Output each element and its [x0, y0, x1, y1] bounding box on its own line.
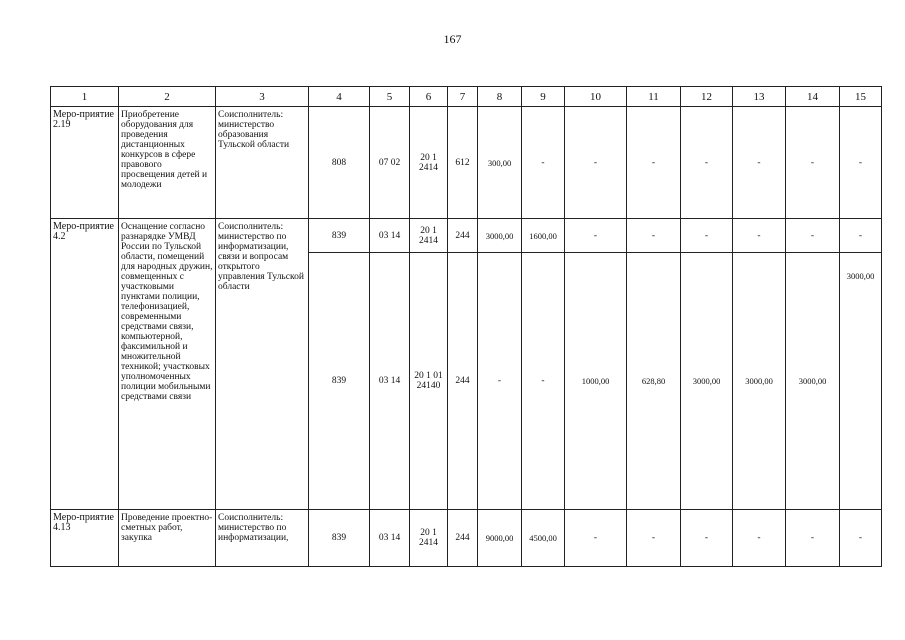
header-cell: 4 — [309, 87, 370, 107]
header-cell: 3 — [216, 87, 309, 107]
measure-id: Меро-приятие 4.13 — [51, 510, 119, 567]
cell: 20 1 01 24140 — [410, 253, 448, 510]
cell: 839 — [309, 510, 370, 567]
header-cell: 10 — [565, 87, 627, 107]
cell: 244 — [448, 253, 478, 510]
cell: - — [627, 219, 681, 253]
cell: - — [627, 510, 681, 567]
cell: - — [840, 219, 882, 253]
measure-id: Меро-приятие 4.2 — [51, 219, 119, 510]
measure-executor: Соисполнитель: министерство по информатизации, — [216, 510, 309, 567]
cell: 808 — [309, 107, 370, 219]
cell: - — [733, 510, 786, 567]
cell: 20 1 2414 — [410, 510, 448, 567]
cell: - — [786, 219, 840, 253]
cell: - — [478, 253, 522, 510]
measure-executor: Соисполнитель: министерство по информатизации, связи и вопросам открытого управления Тульской области — [216, 219, 309, 510]
cell: - — [733, 107, 786, 219]
budget-table — [50, 86, 882, 567]
cell: - — [840, 107, 882, 219]
header-cell: 14 — [786, 87, 840, 107]
cell: - — [681, 510, 733, 567]
cell: 3000,00 — [840, 253, 882, 510]
cell: - — [681, 107, 733, 219]
cell: 3000,00 — [733, 253, 786, 510]
header-cell: 9 — [522, 87, 565, 107]
cell: 20 1 2414 — [410, 219, 448, 253]
cell: 1600,00 — [522, 219, 565, 253]
cell: 628,80 — [627, 253, 681, 510]
header-cell: 1 — [51, 87, 119, 107]
cell: - — [840, 510, 882, 567]
header-cell: 12 — [681, 87, 733, 107]
cell: 20 1 2414 — [410, 107, 448, 219]
header-cell: 13 — [733, 87, 786, 107]
cell: 07 02 — [370, 107, 410, 219]
cell: 9000,00 — [478, 510, 522, 567]
table-row — [51, 219, 882, 253]
measure-name: Проведение проектно-сметных работ, закупка — [119, 510, 216, 567]
cell: - — [565, 510, 627, 567]
cell: 612 — [448, 107, 478, 219]
header-row — [51, 87, 882, 107]
cell: 03 14 — [370, 219, 410, 253]
cell: 3000,00 — [478, 219, 522, 253]
cell: 3000,00 — [681, 253, 733, 510]
cell: - — [565, 219, 627, 253]
cell: 300,00 — [478, 107, 522, 219]
cell: - — [733, 219, 786, 253]
cell: - — [786, 107, 840, 219]
cell: 244 — [448, 510, 478, 567]
header-cell: 6 — [410, 87, 448, 107]
cell: 839 — [309, 219, 370, 253]
table-row — [51, 107, 882, 219]
measure-name: Приобретение оборудования для проведения дистанционных конкурсов в сфере правового просвещения детей и молодежи — [119, 107, 216, 219]
measure-executor: Соисполнитель: министерство образования Тульской области — [216, 107, 309, 219]
cell: 03 14 — [370, 253, 410, 510]
header-cell: 5 — [370, 87, 410, 107]
header-cell: 15 — [840, 87, 882, 107]
cell: 1000,00 — [565, 253, 627, 510]
cell: 03 14 — [370, 510, 410, 567]
table-row — [51, 510, 882, 567]
cell: 3000,00 — [786, 253, 840, 510]
measure-id: Меро-приятие 2.19 — [51, 107, 119, 219]
cell: - — [681, 219, 733, 253]
cell: 244 — [448, 219, 478, 253]
cell: - — [627, 107, 681, 219]
cell: 839 — [309, 253, 370, 510]
cell: - — [522, 107, 565, 219]
header-cell: 11 — [627, 87, 681, 107]
measure-name: Оснащение согласно разнарядке УМВД России по Тульской области, помещений для народных дружин, совмещенных с участковыми пунктами полиции, телефонизацией, современными средствами связи, компьютерной, факсимильной и множительной техникой; участковых уполномоченных полиции мобильными средствами связи — [119, 219, 216, 510]
page-number: 167 — [443, 32, 462, 46]
cell: - — [522, 253, 565, 510]
header-cell: 2 — [119, 87, 216, 107]
header-cell: 8 — [478, 87, 522, 107]
cell: - — [786, 510, 840, 567]
header-cell: 7 — [448, 87, 478, 107]
cell: - — [565, 107, 627, 219]
cell: 4500,00 — [522, 510, 565, 567]
